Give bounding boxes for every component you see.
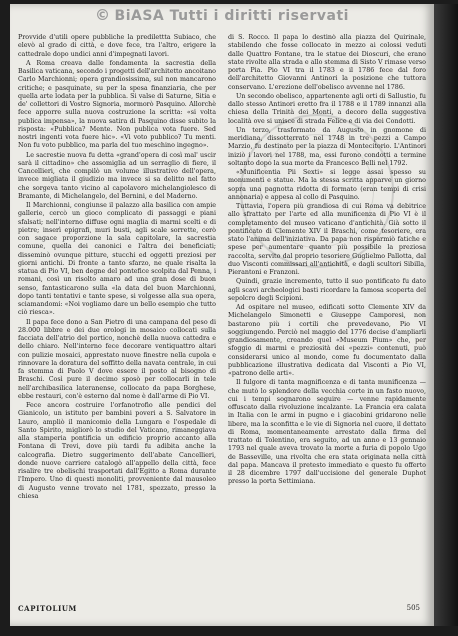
paragraph: Ad ospitare nel museo, edificati sotto Clemente XIV da Michelangelo Simonetti e Giuseppe Camporesi, non bastarono più i cortili che prevedevano, Pio VI soggiungendo. Perciò nel maggio del 1776 decise d'ampliarli grandiosamente, creando quel «Museum Pium» che, per sfoggio di marmi e preziosità dei «pezzi» contenuti, può considerarsi unico al mondo, come fu documentato dalla pubblicazione illustrativa dedicata dal Visconti a Pio VI, «patrono delle arti». <box>228 304 426 377</box>
book-edge <box>434 4 458 626</box>
paragraph: Un terzo, trasformato da Augusto in gnomone di meridiana, dissotterrato nel 1748 in tre pezzi a Campo Marzio, fu destinato per la piazza di Montecitorio. L'Antinori iniziò i lavori nel 1788, ma, essi furono condotti a termine soltanto dopo la sua morte da Francesco Belli nel 1792. <box>228 126 426 167</box>
paragraph: Un secondo obelisco, appartenente agli orti di Sallustio, fu dallo stesso Antinori eretto fra il 1788 e il 1789 innanzi alla chiesa della Trinità dei Monti, a decoro della suggestiva località ove si unisce di strada Felice e di via dei Condotti. <box>228 92 426 125</box>
banner-text: BiASA Tutti i diritti riservati <box>114 8 349 24</box>
paragraph: Il fulgore di tanta magnificenza e di tanta munificenza — che mutò lo splendore della vecchia corte in un fasto nuovo, cui i tempi sognarono seguire — venne rapidamente offuscato dalla rivoluzione incalzante. La Francia era calata in Italia con le armi in pugno e i giacobini gridarono nelle libere, ma la sconfitta e le vie di Signoria nel cuore, il dettato di Roma, momentaneamente arrestato dalla firma del trattato di Tolentino, era seguito, ad un anno e 13 gennaio 1793 nel quale aveva trovato la morte a furia di popolo Ugo de Basseville, una rivolta che era stata originata nella città dal papa. Mancava il pretesto immediato e questo fu offerto il 28 dicembre 1797 dall'uccisione del generale Duphot presso la porta Settimiana. <box>228 379 426 486</box>
paragraph: Quindi, grazie incremento, tutto il suo pontificato fu dato agli scavi archeologici basti ricordare la famosa scoperta del sepolcro degli Scipioni. <box>228 278 426 302</box>
right-column <box>228 34 426 589</box>
publication-title: CAPITOLIUM <box>18 604 77 613</box>
page-footer <box>10 604 434 616</box>
magazine-page <box>10 4 434 626</box>
paragraph: Tuttavia, l'opera più grandiosa di cui Roma va debitrice allo sfrattato per l'arte ed alla munificenza di Pio VI è il completamento del museo vaticano d'antichità. Già sotto il pontificato di Clemente XIV il Braschi, come tesoriere, era stato l'anima dell'iniziativa. Da papa non risparmiò fatiche e spese per aumentare quanto più possibile la preziosa raccolta, servito dal proprio tesoriere Guglielmo Pallotta, dal duo Visconti commissari all'antichità, e dagli scultori Sibilla, Pierantoni e Franzoni. <box>228 203 426 276</box>
copyright-icon: © <box>95 6 111 24</box>
paragraph: Fece ancora costruire l'orfanotrofio alle pendici del Gianicolo, un istituto per bambini poveri a S. Salvatore in Lauro, ampliò il manicomio della Lungara e l'ospedale di Santo Spirito, migliorò lo studio del Vaticano, rimaneggiava alla stamperia pontificia un edificio proprio accanto alla Fontana di Trevi, dove più tardi fu adibita anche la calcografia. Dietro suggerimento dell'abate Cancellieri, donde nuove carriere catalogò all'appello della città, fece risalire tre obelischi trasportati dall'Egitto a Roma durante l'Impero. Uno di questi monoliti, provveniente dal mausoleo di Augusto venne trovato nel 1781, spezzato, presso la chiesa <box>18 402 216 500</box>
paragraph: Il papa fece dono a San Pietro di una campana del peso di 28.000 libbre e dei due orologi in mosaico collocati sulla facciata dell'atrio del portico, nonchè della nuova cattedra e dello chiaro. Nell'interno fece decorare ventiquattro altari con pulizie mosaici, apprestato nuove finestre nella cupola e rinnovare la doratura del soffitto della navata centrale, in cui fa stemma di Paolo V dove essere il posto al bisogno di Braschi. Così pure il decimo sposò per collocarli in tele nell'archibasilica lateranense, collocato da papa Borghese, ebbe restauri, con'è esterno dal nome è dall'arme di Pio VI. <box>18 318 216 400</box>
copyright-banner <box>10 6 434 26</box>
paragraph: di S. Rocco. Il papa lo destinò alla piazza del Quirinale, stabilendo che fosse collocato in mezzo ai colossi veduti dalle Quattro Fontane, tra le statue dei Dioscuri, che erano state rivolte alla strada e allo stemma di Sisto V rimase verso porta Pia. Pio VI tra il 1783 e il 1786 fece dal foro dell'architetto Giovanni Antinori la posizione che tuttora conservano. L'erezione dell'obelisco avvenne nel 1786. <box>228 34 426 91</box>
paragraph: «Munificentia Pii Sexti» si legge assai spesso su monumenti e statue. Ma la stessa scritta apparve un giorno sopra una pagnotta ridotta di formato (eran tempi di crisi annonaria) e appesa al collo di Pasquino. <box>228 169 426 201</box>
paragraph: A Roma creava dalle fondamenta la sacrestia della Basilica vaticana, secondo i progetti dell'architetto ancoitano Carlo Marchionni; opera grandiosissima, sul non mancarono critiche; e pasquinate, su per la spesa finanziaria, che per quella arte lodata per la pubblica. Si valse di Saturne, Sitia e de' collettori di Vostro Signoria, mormorò Pasquino. Allorchè fece apporre sulla nuova costruzione la scritta: «si volta publica impensa», la nuova satira di Pasquino disse subito la risposta: «Pubblica? Mente. Non publica vota fuere. Sed nostri ingenti vota fuere hic». «Vi voto pubblico? Tu menti. Non fu voto pubblico, ma parla del tuo meschino ingegno». <box>18 59 216 150</box>
paragraph: Provvide d'utili opere pubbliche la predilettta Subiaco, che elevò al grado di città, e dove fece, tra l'altro, erigere la cattedrale dopo undici anni d'impegnati lavori. <box>18 34 216 58</box>
left-column <box>18 34 216 589</box>
paragraph: Le sacrestie nuova fu detta «grand'opera di così mal' uscir sarà il cittadino» che assomiglia ad un serraglio di fiere, il Cancellieri, che compilò un volume illustrativo dell'opera, invece migliata il giudizio ma invece si sa delitto nel fatto che sorgeva tanto vicino al capolavoro michelangiolesco di Bramante, di Michelangelo, del Bernini, e del Maderno. <box>18 151 216 200</box>
page-number: 505 <box>406 604 420 612</box>
paragraph: Il Marchionni, congiunse il palazzo alla basilica con ampie gallerie, cercò un gioco complicato di passaggi e piani sfalsati; nell'interno diffuse ogni maglia di marmi scelti e di pietre; inserì epigrafi, muri busti, agli scale sorrette, cerò con sagace proporzione la sala capitolare, la sacrestia comune, quella dei canonici e l'altra dei beneficiati; disseminò ovunque pitture, stucchi ed oggetti preziosi per giorni antichi. Di fronte a tanto sfarzo, ne quale risalta la statua di Pio VI, ben degne del pontefice scolpita dal Penna, i romani, così un risolto amaro ad una gran dose di buon senso, fantasticarono sulla «la data del buon Marchionni, dopo tanti tentativi e tante spese, si volgesse alla sua opera, sciamandomi: «Noi vogliamo dare un bello esempio che tutto ciò riesca». <box>18 202 216 317</box>
